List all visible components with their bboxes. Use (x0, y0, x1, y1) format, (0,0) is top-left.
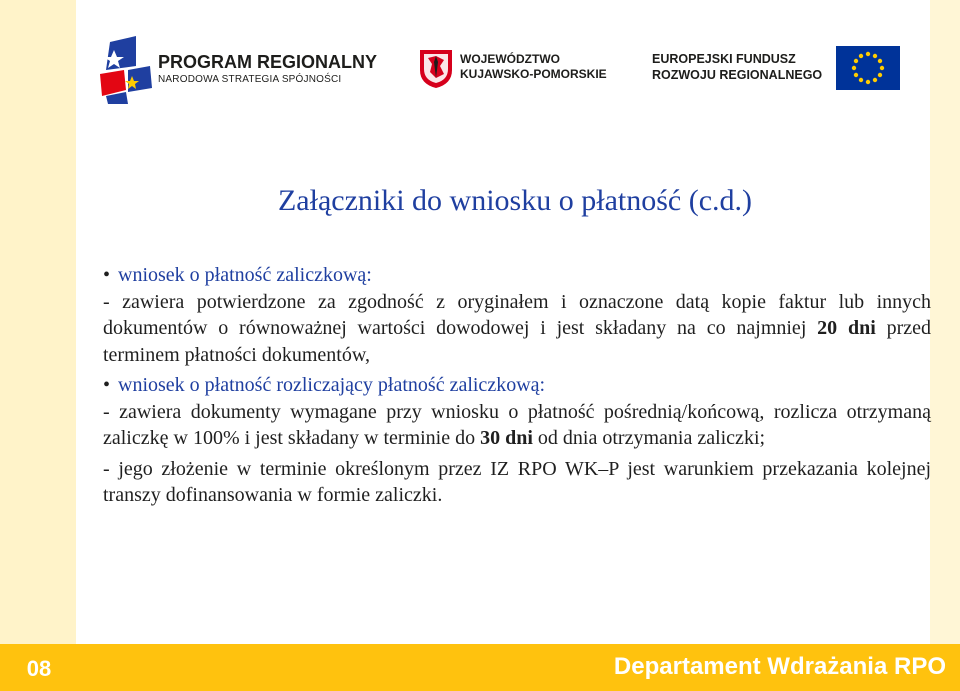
voivodeship-crest-icon (418, 48, 454, 88)
paragraph-2-text-end: od dnia otrzymania zaliczki; (532, 427, 766, 449)
department-name: Departament Wdrażania RPO (613, 653, 946, 680)
bullet-advance-request-text: wniosek o płatność zaliczkową: (118, 264, 372, 286)
bullet-advance-request (103, 262, 931, 289)
program-title: PROGRAM REGIONALNY (158, 52, 378, 72)
right-decor-bar (930, 0, 960, 691)
bullet-settlement-request-text: wniosek o płatność rozliczający płatność zaliczkową: (118, 374, 546, 396)
slide-title: Załączniki do wniosku o płatność (c.d.) (277, 184, 753, 217)
program-regionalny-logo (100, 36, 378, 106)
paragraph-2-text: - zawiera dokumenty wymagane przy wniosku o płatność pośrednią/końcową, rozlicza otrzymaną zaliczkę w 100% i jest składany w terminie do (103, 400, 931, 449)
slide-content (103, 262, 931, 509)
paragraph-1-text-end: przed terminem płatności dokumentów, (103, 317, 931, 366)
paragraph-1-text: - zawiera potwierdzone za zgodność z oryginałem i oznaczone datą kopie faktur lub innych dokumentów o równoważnej wartości dowodowej i jest składany na co najmniej (103, 290, 931, 339)
bullet-dot: • (103, 264, 111, 286)
bullet-dot: • (103, 374, 111, 396)
voivodeship-line2: KUJAWSKO-POMORSKIE (460, 67, 607, 81)
left-decor-bar (0, 0, 76, 691)
slide-number-box (0, 644, 76, 691)
paragraph-1-deadline: 20 dni (817, 317, 876, 339)
paragraph-submission-condition: - jego złożenie w terminie określonym przez IZ RPO WK–P jest warunkiem przekazania kolejnej transzy dofinansowania w formie zaliczki. (103, 457, 931, 506)
eu-fund-logo (652, 46, 900, 90)
voivodeship-logo (418, 48, 608, 88)
eu-flag-icon (836, 46, 900, 90)
program-subtitle: NARODOWA STRATEGIA SPÓJNOŚCI (158, 74, 342, 85)
eu-fund-line1: EUROPEJSKI FUNDUSZ (652, 52, 796, 66)
footer-bar (0, 644, 960, 691)
paragraph-advance-request (103, 289, 931, 369)
voivodeship-line1: WOJEWÓDZTWO (460, 52, 560, 66)
paragraph-settlement-request (103, 399, 931, 452)
bullet-settlement-request (103, 372, 931, 399)
eu-fund-line2: ROZWOJU REGIONALNEGO (652, 68, 823, 82)
slide-number: 08 (18, 654, 60, 684)
nss-logo-icon (100, 36, 154, 104)
paragraph-2-deadline: 30 dni (480, 427, 533, 449)
